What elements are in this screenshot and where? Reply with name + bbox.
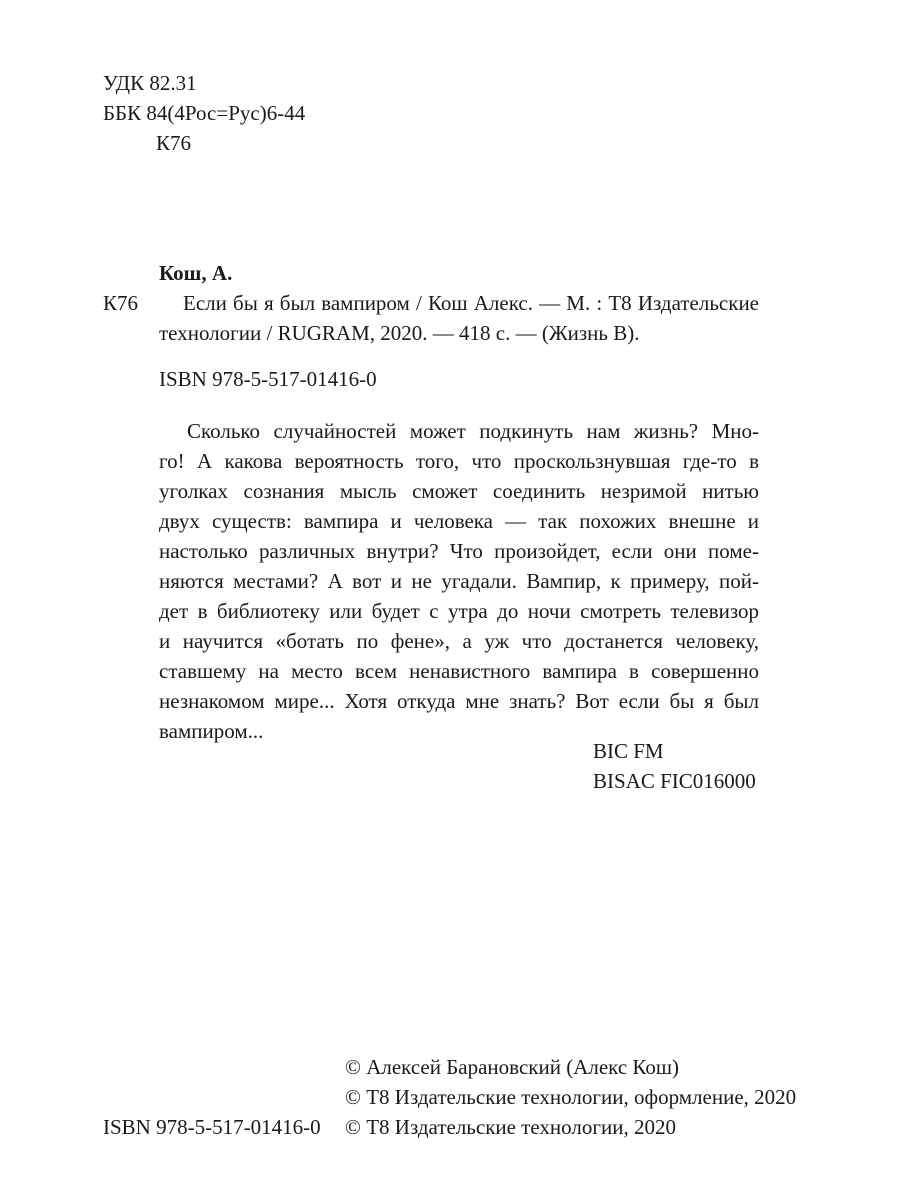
- annotation: [159, 416, 759, 746]
- bibliographic-description: [159, 288, 759, 348]
- copyright-line: © Алексей Барановский (Алекс Кош): [345, 1055, 680, 1079]
- bbk-code: ББК 84(4Рос=Рус)6-44: [103, 101, 306, 125]
- bib-line: технологии / RUGRAM, 2020. — 418 с. — (Жизнь В).: [159, 321, 640, 345]
- footer-isbn: ISBN 978-5-517-01416-0: [103, 1115, 321, 1139]
- bib-line: Если бы я был вампиром / Кош Алекс. — М. : Т8 Издательские: [183, 291, 759, 315]
- annotation-line: и научится «ботать по фене», а уж что достанется человеку,: [159, 629, 759, 653]
- bic-code: BIC FM: [593, 739, 664, 763]
- annotation-line: няются местами? А вот и не угадали. Вампир, к примеру, пой-: [159, 569, 759, 593]
- annotation-line: дет в библиотеку или будет с утра до ночи смотреть телевизор: [159, 599, 759, 623]
- subject-codes: [593, 736, 756, 796]
- author-mark: К76: [156, 131, 192, 155]
- record-author: Кош, А.: [159, 261, 233, 285]
- annotation-line: Сколько случайностей может подкинуть нам жизнь? Мно-: [187, 419, 759, 443]
- udk-code: УДК 82.31: [103, 71, 197, 95]
- bisac-code: BISAC FIC016000: [593, 769, 756, 793]
- annotation-line: вампиром...: [159, 719, 264, 743]
- copyright-block: [345, 1052, 796, 1142]
- record-isbn: ISBN 978-5-517-01416-0: [159, 367, 377, 391]
- annotation-line: го! А какова вероятность того, что проскользнувшая где-то в: [159, 449, 759, 473]
- annotation-line: ставшему на место всем ненавистного вампира в совершенно: [159, 659, 759, 683]
- classification-block: [103, 68, 305, 158]
- annotation-line: двух существ: вампира и человека — так похожих внешне и: [159, 509, 759, 533]
- annotation-line: уголках сознания мысль сможет соединить незримой нитью: [159, 479, 759, 503]
- copyright-line: © Т8 Издательские технологии, оформление, 2020: [345, 1085, 797, 1109]
- record-author-mark: К76: [103, 291, 139, 315]
- annotation-line: настолько различных внутри? Что произойдет, если они поме-: [159, 539, 759, 563]
- copyright-line: © Т8 Издательские технологии, 2020: [345, 1115, 676, 1139]
- annotation-line: незнакомом мире... Хотя откуда мне знать? Вот если бы я был: [159, 689, 759, 713]
